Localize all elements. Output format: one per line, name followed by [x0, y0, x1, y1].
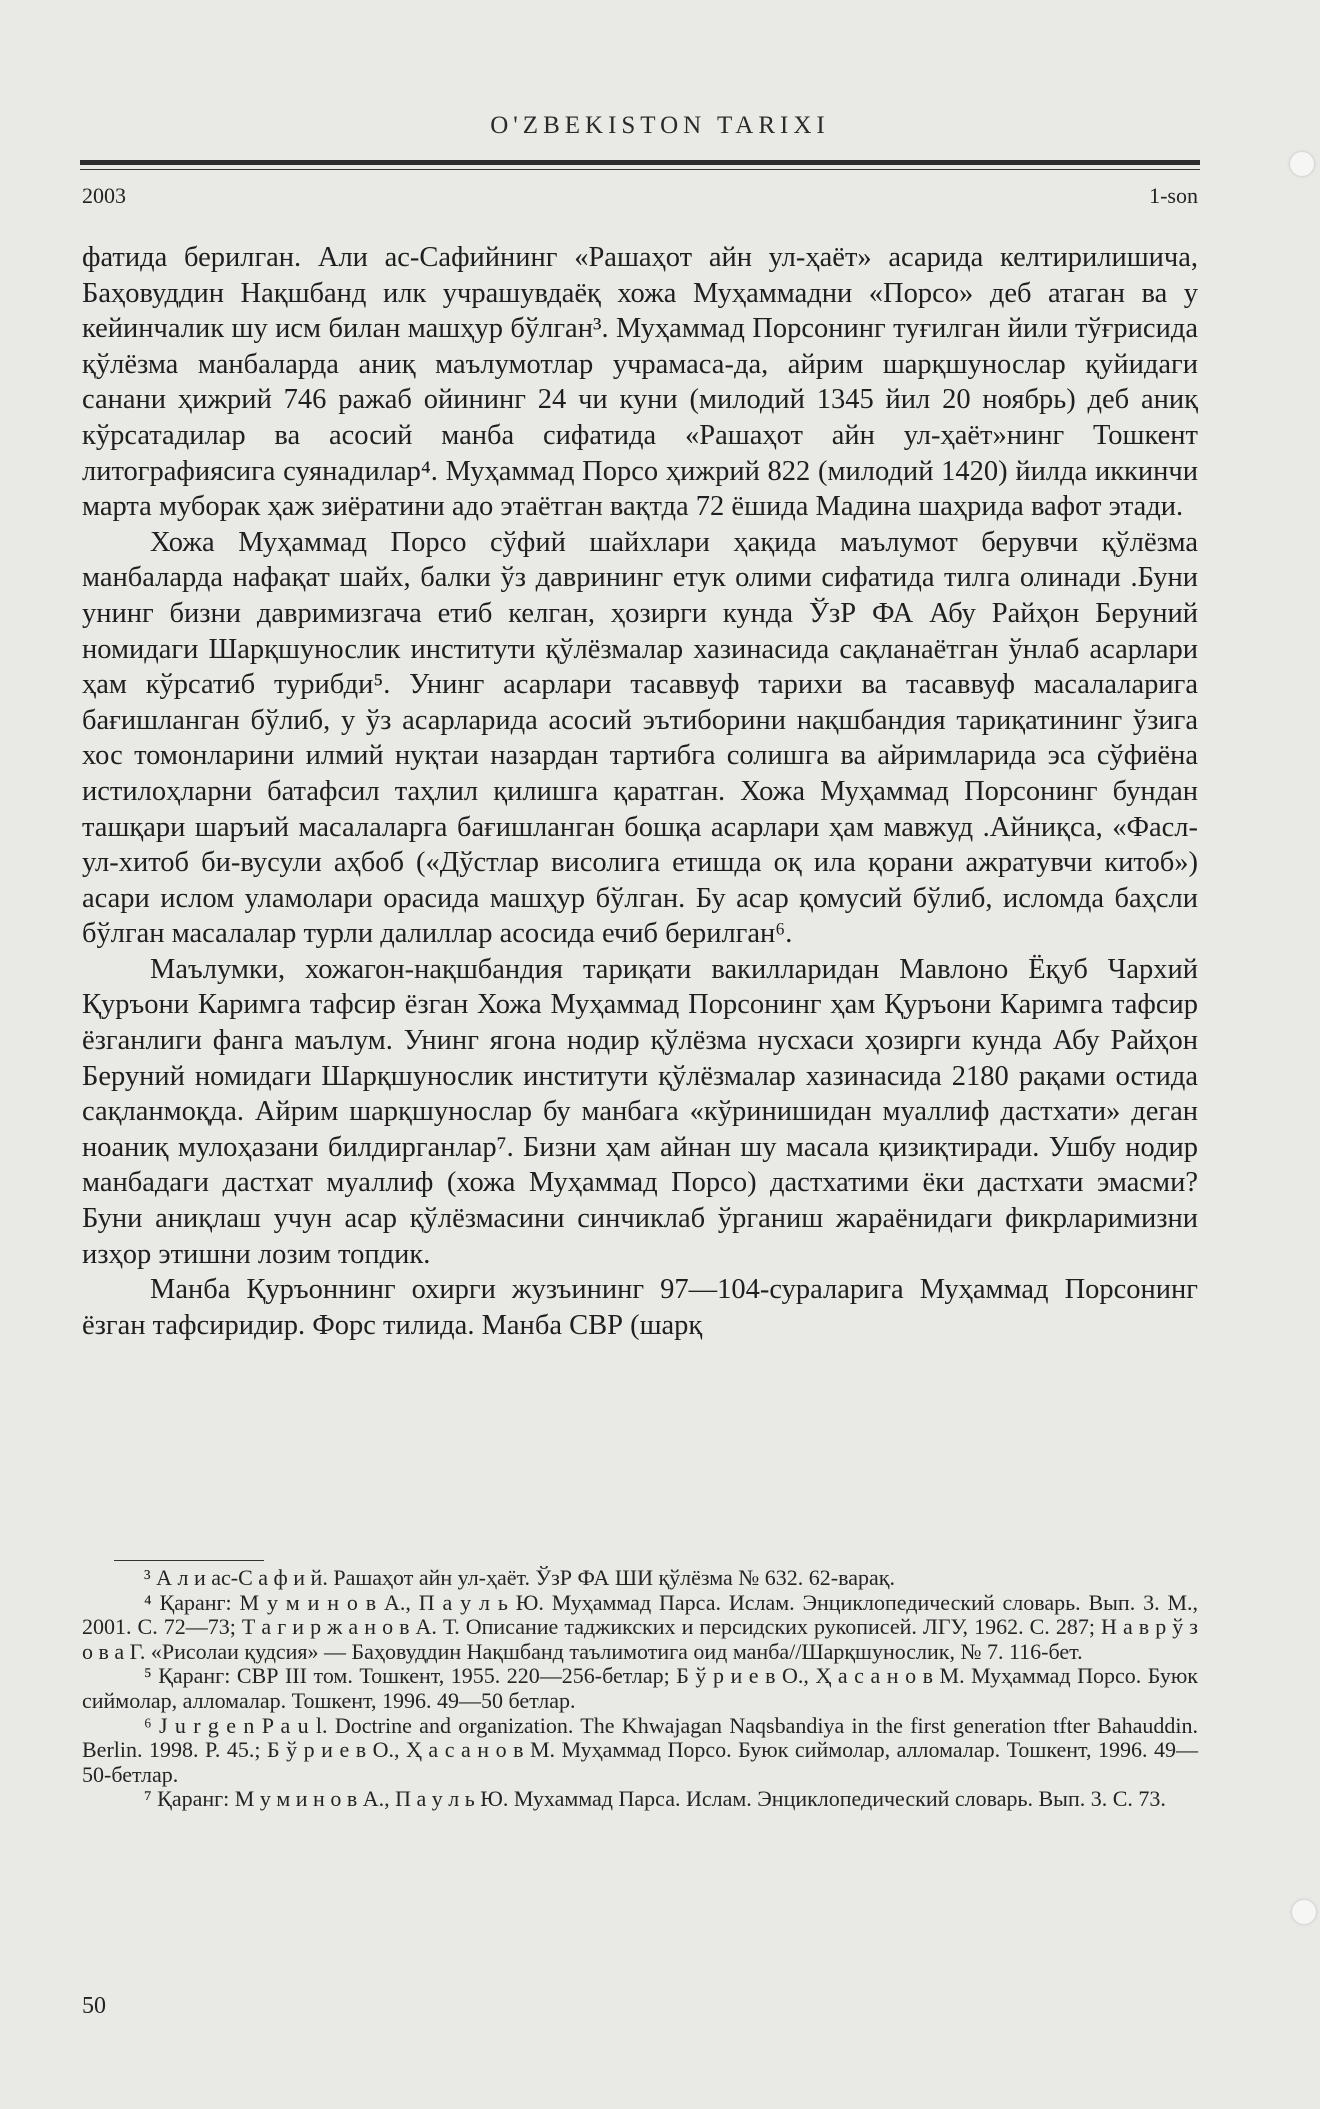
paragraph: фатида берилган. Али ас-Сафийнинг «Рашаҳот айн ул-ҳаёт» асарида келтирилишича, Баҳовуддин Нақшбанд илк учрашувдаёқ хожа Муҳаммадни «Порсо» деб атаган ва у кейинчалик шу исм билан машҳур бўлган³. Муҳаммад Порсонинг туғилган йили тўғрисида қўлёзма манбаларда аниқ маълумотлар учрамаса-да, айрим шарқшунослар қуйидаги санани ҳижрий 746 ражаб ойининг 24 чи куни (милодий 1345 йил 20 ноябрь) деб аниқ кўрсатадилар ва асосий манба сифатида «Рашаҳот айн ул-ҳаёт»нинг Тошкент литографиясига суянадилар⁴. Муҳаммад Порсо ҳижрий 822 (милодий 1420) йилда иккинчи марта муборак ҳаж зиёратини адо этаётган вақтда 72 ёшида Мадина шаҳрида вафот этади. — [82, 242, 1198, 523]
paragraph: Маълумки, хожагон-нақшбандия тариқати вакилларидан Мавлоно Ёқуб Чархий Қуръони Каримга тафсир ёзган Хожа Муҳаммад Порсонинг ҳам Қуръони Каримга тафсир ёзганлиги фанга маълум. Унинг ягона нодир қўлёзма нусхаси ҳозирги кунда Абу Райҳон Беруний номидаги Шарқшунослик институти қўлёзмалар хазинасида 2180 рақами остида сақланмоқда. Айрим шарқшунослар бу манбага «кўринишидан муаллиф дастхати» деган ноаниқ мулоҳазани билдирганлар⁷. Бизни ҳам айнан шу масала қизиқтиради. Ушбу нодир манбадаги дастхат муаллиф (хожа Муҳаммад Порсо) дастхатими ёки дастхати эмасми? Буни аниқлаш учун асар қўлёзмасини синчиклаб ўрганиш жараёнидаги фикрларимизни изҳор этишни лозим топдик. — [82, 953, 1198, 1270]
journal-title: O'ZBEKISTON TARIXI — [490, 112, 830, 139]
footnote: ³ А л и ас-С а ф и й. Рашаҳот айн ул-ҳаёт. ЎзР ФА ШИ қўлёзма № 632. 62-варақ. — [144, 1565, 895, 1590]
footnote-separator — [114, 1560, 264, 1561]
paragraph: Хожа Муҳаммад Порсо сўфий шайхлари ҳақида маълумот берувчи қўлёзма манбаларда нафақат шайх, балки ўз даврининг етук олими сифатида тилга олинади .Буни унинг бизни давримизгача етиб келган, ҳозирги кунда ЎзР ФА Абу Райҳон Беруний номидаги Шарқшунослик институти қўлёзмалар хазинасида сақланаётган ўнлаб асарлари ҳам кўрсатиб турибди⁵. Унинг асарлари тасаввуф тарихи ва тасаввуф масалаларига бағишланган бўлиб, у ўз асарларида асосий эътиборини нақшбандия тариқатининг ўзига хос томонларини илмий нуқтаи назардан тартибга солишга ва айримларида эса сўфиёна истилоҳларни батафсил таҳлил қилишга қаратган. Хожа Муҳаммад Порсонинг бундан ташқари шаръий масалаларга бағишланган бошқа асарлари ҳам мавжуд .Айниқса, «Фасл-ул-хитоб би-вусули аҳбоб («Дўстлар висолига етишда оқ ила қорани ажратувчи китоб») асари ислом уламолари орасида машҳур бўлган. Бу асар қомусий бўлиб, исломда баҳсли бўлган масалалар турли далиллар асосида ечиб берилган⁶. — [82, 526, 1198, 950]
header-rule-thin — [80, 169, 1200, 170]
body-text — [82, 240, 1198, 1343]
punch-hole-icon — [1290, 152, 1314, 176]
header-year: 2003 — [82, 183, 126, 208]
page-number: 50 — [82, 1993, 106, 2019]
header-rule-thick — [80, 160, 1200, 165]
header-issue: 1-son — [1149, 183, 1198, 208]
footnote: ⁶ J u r g e n P a u l. Doctrine and organization. The Khwajagan Naqsbandiya in the first generation tfter Bahauddin. Berlin. 1998. P. 45.; Б ў р и е в О., Ҳ а с а н о в М. Муҳаммад Порсо. Буюк сиймолар, алломалар. Тошкент, 1996. 49—50-бетлар. — [82, 1712, 1198, 1787]
footnotes — [82, 1566, 1198, 1812]
footnote: ⁷ Қаранг: М у м и н о в А., П а у л ь Ю. Мухаммад Парса. Ислам. Энциклопедический словарь. Вып. 3. С. 73. — [144, 1786, 1166, 1812]
footnote: ⁴ Қаранг: М у м и н о в А., П а у л ь Ю. Муҳаммад Парса. Ислам. Энциклопедический словарь. Вып. 3. М., 2001. С. 72—73; Т а г и р ж а н о в А. Т. Описание таджикских и персидских рукописей. ЛГУ, 1962. С. 287; Н а в р ў з о в а Г. «Рисолаи қудсия» — Баҳовуддин Нақшбанд таълимотига оид манба//Шарқшунослик, № 7. 116-бет. — [82, 1589, 1198, 1664]
paragraph: Манба Қуръоннинг охирги жузъининг 97—104-сураларига Муҳаммад Порсонинг ёзган тафсиридир. Форс тилида. Манба СВР (шарқ — [82, 1274, 1198, 1341]
punch-hole-icon — [1292, 1900, 1316, 1924]
footnote: ⁵ Қаранг: СВР III том. Тошкент, 1955. 220—256-бетлар; Б ў р и е в О., Ҳ а с а н о в М. Муҳаммад Порсо. Буюк сиймолар, алломалар. Тошкент, 1996. 49—50 бетлар. — [82, 1663, 1198, 1713]
